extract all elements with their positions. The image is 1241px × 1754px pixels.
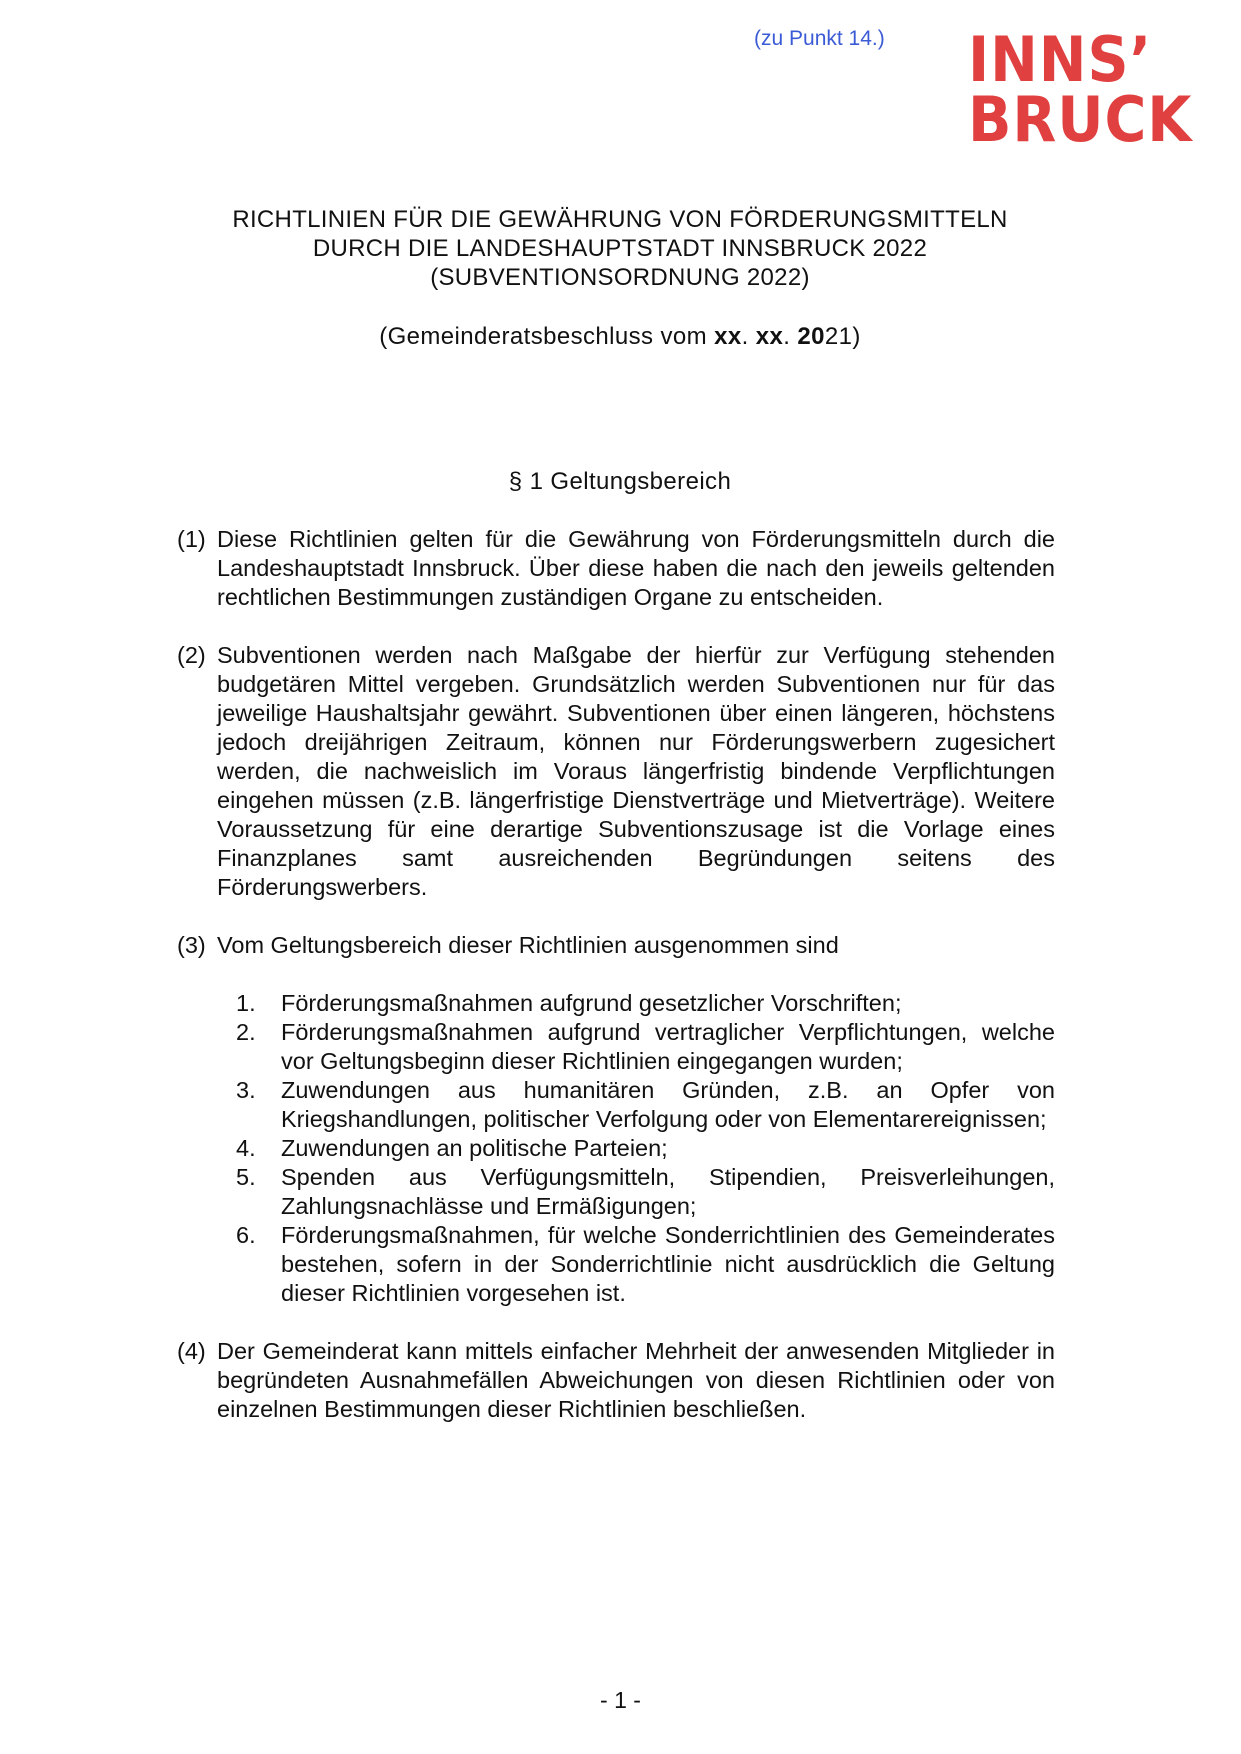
resolution-date bbox=[180, 323, 1060, 351]
list-item-text: Förderungsmaßnahmen aufgrund gesetzlicher Vorschriften; bbox=[281, 990, 902, 1016]
document-title bbox=[180, 205, 1060, 292]
page-number: - 1 - bbox=[600, 1687, 641, 1713]
list-item-text: Förderungsmaßnahmen, für welche Sonderrichtlinien des Gemeinderates bestehen, sofern in der Sonderrichtlinie nicht ausdrücklich die Geltung dieser Richtlinien vorgesehen ist. bbox=[281, 1222, 1055, 1306]
resolution-sep-2: . bbox=[783, 323, 798, 350]
logo-line-1: INNS’ bbox=[968, 23, 1153, 96]
list-item-text: Zuwendungen aus humanitären Gründen, z.B. an Opfer von Kriegshandlungen, politischer Verfolgung oder von Elementarereignissen; bbox=[281, 1077, 1055, 1132]
title-line-3: (SUBVENTIONSORDNUNG 2022) bbox=[430, 264, 810, 291]
paragraph-number: (4) bbox=[177, 1338, 206, 1364]
list-item-number: 5. bbox=[236, 1164, 256, 1190]
list-item-number: 2. bbox=[236, 1019, 256, 1045]
resolution-year-bold: 20 bbox=[797, 323, 825, 350]
innsbruck-logo bbox=[968, 23, 1212, 156]
resolution-sep-1: . bbox=[741, 323, 756, 350]
paragraph-2 bbox=[177, 641, 1055, 902]
list-item-text: Förderungsmaßnahmen aufgrund vertraglicher Verpflichtungen, welche vor Geltungsbeginn dieser Richtlinien eingegangen wurden; bbox=[281, 1019, 1055, 1074]
resolution-year-rest: 21) bbox=[824, 323, 861, 350]
paragraph-text: Der Gemeinderat kann mittels einfacher Mehrheit der anwesenden Mitglieder in begründeten Ausnahmefällen Abweichungen von diesen Richtlinien oder von einzelnen Bestimmungen dieser Richtlinien beschließen. bbox=[217, 1338, 1055, 1422]
paragraph-number: (2) bbox=[177, 642, 206, 668]
title-line-1: RICHTLINIEN FÜR DIE GEWÄHRUNG VON FÖRDERUNGSMITTELN bbox=[232, 206, 1008, 233]
section-body bbox=[177, 525, 1055, 1453]
list-item bbox=[177, 1163, 1055, 1221]
paragraph-number: (3) bbox=[177, 932, 206, 958]
paragraph-1 bbox=[177, 525, 1055, 612]
list-item-number: 1. bbox=[236, 990, 256, 1016]
logo-line-2: BRUCK bbox=[968, 83, 1193, 156]
paragraph-text: Vom Geltungsbereich dieser Richtlinien ausgenommen sind bbox=[217, 932, 839, 958]
title-line-2: DURCH DIE LANDESHAUPTSTADT INNSBRUCK 2022 bbox=[312, 235, 928, 262]
list-item bbox=[177, 1076, 1055, 1134]
paragraph-text: Diese Richtlinien gelten für die Gewährung von Förderungsmitteln durch die Landeshauptstadt Innsbruck. Über diese haben die nach den jeweils geltenden rechtlichen Bestimmungen zuständigen Organe zu entscheiden. bbox=[217, 526, 1055, 610]
list-item-text: Zuwendungen an politische Parteien; bbox=[281, 1135, 668, 1161]
paragraph-number: (1) bbox=[177, 526, 206, 552]
list-item bbox=[177, 989, 1055, 1018]
resolution-prefix: (Gemeinderatsbeschluss vom bbox=[379, 323, 715, 350]
list-item-number: 4. bbox=[236, 1135, 256, 1161]
paragraph-3 bbox=[177, 931, 1055, 1308]
list-item bbox=[177, 1018, 1055, 1076]
paragraph-4 bbox=[177, 1337, 1055, 1424]
list-item bbox=[177, 1134, 1055, 1163]
list-item-text: Spenden aus Verfügungsmitteln, Stipendien, Preisverleihungen, Zahlungsnachlässe und Ermäßigungen; bbox=[281, 1164, 1055, 1219]
exclusion-list bbox=[177, 989, 1055, 1308]
list-item bbox=[177, 1221, 1055, 1308]
resolution-day: xx bbox=[714, 323, 742, 350]
reference-note: (zu Punkt 14.) bbox=[754, 27, 885, 50]
list-item-number: 6. bbox=[236, 1222, 256, 1248]
section-heading: § 1 Geltungsbereich bbox=[508, 468, 732, 495]
list-item-number: 3. bbox=[236, 1077, 256, 1103]
resolution-month: xx bbox=[755, 323, 784, 350]
paragraph-text: Subventionen werden nach Maßgabe der hierfür zur Verfügung stehenden budgetären Mittel vergeben. Grundsätzlich werden Subventionen nur für das jeweilige Haushaltsjahr gewährt. Subventionen über einen längeren, höchstens jedoch dreijährigen Zeitraum, können nur Förderungswerbern zugesichert werden, die nachweislich im Voraus längerfristig bindende Verpflichtungen eingehen müssen (z.B. längerfristige Dienstverträge und Mietverträge). Weitere Voraussetzung für eine derartige Subventionszusage ist die Vorlage eines Finanzplanes samt ausreichenden Begründungen seitens des Förderungswerbers. bbox=[217, 642, 1055, 900]
